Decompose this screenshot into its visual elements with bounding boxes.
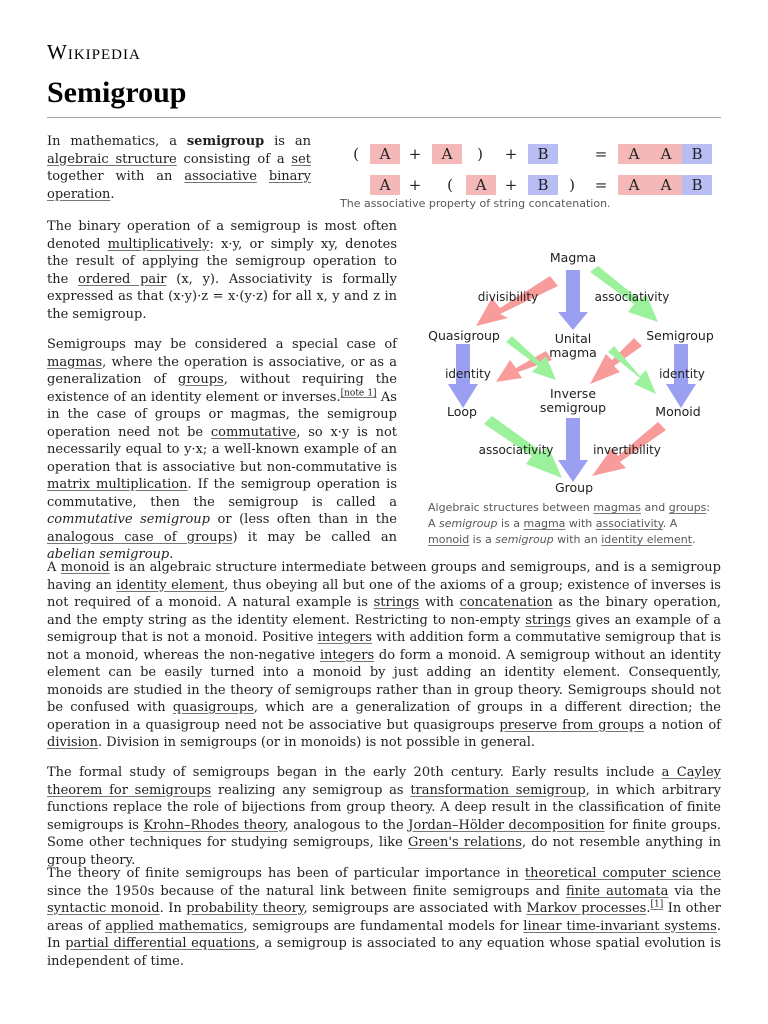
algebraic-structures-diagram <box>420 248 720 498</box>
link-associative[interactable]: associative <box>184 169 257 184</box>
string-a: A <box>618 144 650 164</box>
footnote-1[interactable]: [1] <box>650 899 664 910</box>
link-theoretical-computer-science[interactable]: theoretical computer science <box>524 866 721 881</box>
term-italic: commutative semigroup <box>47 512 210 527</box>
text: , thus obeying all but one of the axioms of a group; existence of inverses is not required of a monoid. A natural example is <box>47 577 721 610</box>
text: via the <box>668 883 721 899</box>
link-concatenation[interactable]: concatenation <box>459 595 553 610</box>
link-syntactic-monoid[interactable]: syntactic monoid <box>47 901 160 916</box>
text: gives an example of a semigroup that is not a monoid. Positive <box>47 612 721 645</box>
text: together with an <box>47 169 185 184</box>
text: , semigroups are fundamental models for <box>243 918 524 934</box>
link-cayley-theorem[interactable]: a Cayley theorem for semigroups <box>47 765 721 798</box>
link-groups[interactable]: groups <box>668 501 707 514</box>
footnote-note-1[interactable]: [note 1] <box>340 388 377 399</box>
text: , which are a generalization of groups in a different direction; the operation in a quasigroup need not be associative but quasigroups <box>47 700 721 733</box>
text: The formal study of semigroups began in the early 20th century. Early results include <box>47 765 662 780</box>
node-inverse-semigroup: semigroup <box>539 400 607 415</box>
string-a: A <box>650 144 682 164</box>
node-quasigroup: Quasigroup <box>428 328 500 343</box>
text: , analogous to the <box>284 817 409 833</box>
concatenation-caption: The associative property of string concatenation. <box>340 197 611 210</box>
text: is an <box>264 134 311 149</box>
edge-associativity: associativity <box>594 290 670 304</box>
text: , a semigroup is associated to any equation whose spatial evolution is independent of time. <box>47 936 722 969</box>
string-b: B <box>682 175 712 195</box>
paren: ( <box>353 145 359 163</box>
link-matrix-multiplication[interactable]: matrix multiplication <box>47 477 188 492</box>
link-monoid[interactable]: monoid <box>60 560 110 575</box>
text: as the binary operation, and the empty string as the identity element. Restricting to non-empty <box>47 595 721 628</box>
term-italic: abelian semigroup <box>47 547 170 562</box>
text: The theory of finite semigroups has been of particular importance in <box>47 866 525 881</box>
text: As in the case of groups or magmas, the semigroup operation need not be <box>47 389 397 440</box>
link-algebraic-structure[interactable]: algebraic structure <box>47 151 177 167</box>
link-identity-element[interactable]: identity element <box>116 577 225 593</box>
edge-identity: identity <box>445 367 491 381</box>
plus: + <box>408 176 422 194</box>
text: a notion of <box>644 717 721 733</box>
text: In mathematics, a <box>47 134 187 149</box>
diagram-caption <box>428 500 720 548</box>
link-identity-element[interactable]: identity element <box>601 533 693 546</box>
link-monoid[interactable]: monoid <box>428 533 470 546</box>
text: . <box>110 186 115 202</box>
string-a: A <box>618 175 650 195</box>
text: : x·y, or simply xy, denotes the result of applying the semigroup operation to the <box>47 236 397 287</box>
link-krohn-rhodes[interactable]: Krohn–Rhodes theory <box>143 817 285 833</box>
term-italic: semigroup <box>495 533 554 546</box>
link-transformation-semigroup[interactable]: transformation semigroup <box>410 782 586 798</box>
link-pde[interactable]: partial differential equations <box>65 936 256 951</box>
inverse-down-arrow <box>558 418 588 482</box>
concat-row-1 <box>336 144 720 166</box>
text: is a <box>497 517 524 530</box>
string-a: A <box>466 175 496 195</box>
edge-identity: identity <box>659 367 705 381</box>
text: realizing any semigroup as <box>211 782 411 798</box>
node-group: Group <box>554 480 594 495</box>
paragraph-binary-operation <box>47 218 397 323</box>
wikipedia-logo[interactable]: Wikipedia <box>47 40 141 64</box>
intro-paragraph <box>47 133 311 203</box>
string-b: B <box>528 144 558 164</box>
plus: + <box>408 145 422 163</box>
paren: ( <box>447 176 453 194</box>
link-markov-processes[interactable]: Markov processes <box>526 901 647 916</box>
text <box>257 169 269 184</box>
text: The binary operation of a semigroup is most often denoted <box>47 219 397 252</box>
link-division[interactable]: division <box>47 735 99 750</box>
text: . A <box>662 517 678 530</box>
text: . <box>169 547 174 562</box>
text: . If the semigroup operation is commutative, then the semigroup is called a <box>47 477 397 510</box>
text: ) it may be called an <box>232 529 397 545</box>
page-title: Semigroup <box>47 76 187 109</box>
text: , do not resemble anything in group theory. <box>47 835 721 868</box>
text: do form a monoid. A semigroup without an identity element can be easily turned into a monoid by just adding an identity element. Consequently, monoids are studied in the theory of semigroups rather than in group theory. Semigroups should not be confused with <box>47 647 721 715</box>
node-magma: Magma <box>549 250 597 265</box>
node-loop: Loop <box>447 404 477 419</box>
node-inverse-semigroup: Inverse <box>549 386 597 401</box>
text: , semigroups are associated with <box>303 901 527 916</box>
string-b: B <box>528 175 558 195</box>
node-unital-magma: magma <box>549 345 597 360</box>
concat-row-2 <box>336 175 720 197</box>
link-probability-theory[interactable]: probability theory <box>186 901 304 916</box>
string-b: B <box>682 144 712 164</box>
link-greens-relations[interactable]: Green's relations <box>408 835 522 850</box>
paragraph-finite-semigroups: The theory of finite semigroups has been of particular importance in theoretical computer science since the 1950s because of the natural link between finite semigroups and finite automata via the syntactic monoid. In probability theory, semigroups are associated with Markov processes.[1] In other areas of applied mathematics, semigroups are fundamental models for linear time-invariant systems. In partial differential equations, a semigroup is associated to any equation whose spatial evolution is independent of time. <box>47 866 722 969</box>
string-a: A <box>432 144 462 164</box>
paragraph-formal-study <box>47 764 721 869</box>
text: with addition form a commutative semigroup that is not a monoid, whereas the non-negative <box>47 630 722 663</box>
text: is an algebraic structure intermediate between groups and semigroups, and is a semigroup having an <box>47 560 722 593</box>
link-strings[interactable]: strings <box>373 595 420 610</box>
text: is a <box>469 533 496 546</box>
text: : A <box>428 501 711 530</box>
magma-down-arrow <box>558 270 588 330</box>
edge-invertibility: invertibility <box>593 443 661 457</box>
term-bold: semigroup <box>186 134 265 149</box>
equals: = <box>594 145 608 163</box>
string-a: A <box>370 144 400 164</box>
link-applied-mathematics[interactable]: applied mathematics <box>105 918 244 934</box>
link-commutative[interactable]: commutative <box>210 424 297 440</box>
link-magma[interactable]: magma <box>523 517 566 530</box>
text: for finite groups. Some other techniques for studying semigroups, like <box>47 817 722 850</box>
link-magmas[interactable]: magmas <box>47 354 103 370</box>
text: since the 1950s because of the natural link between finite semigroups and <box>47 883 566 899</box>
link-associativity[interactable]: associativity <box>595 517 663 530</box>
node-monoid: Monoid <box>655 404 701 419</box>
plus: + <box>504 176 518 194</box>
string-a: A <box>650 175 682 195</box>
paren: ) <box>569 176 575 194</box>
text: or (less often than in the <box>209 512 397 527</box>
text: with an <box>553 533 602 546</box>
text: Algebraic structures between <box>428 501 594 514</box>
node-unital-magma: Unital <box>554 331 592 346</box>
link-preserve-from-groups[interactable]: preserve from groups <box>499 717 644 733</box>
link-binary-operation[interactable]: binary operation <box>47 169 311 202</box>
link-jordan-holder[interactable]: Jordan–Hölder decomposition <box>408 817 605 833</box>
string-a: A <box>370 175 400 195</box>
link-groups[interactable]: groups <box>178 372 224 387</box>
text: . <box>692 533 696 546</box>
link-quasigroups[interactable]: quasigroups <box>172 700 254 715</box>
text: and <box>641 501 669 514</box>
link-multiplicatively[interactable]: multiplicatively <box>107 236 210 252</box>
text: consisting of a <box>176 151 292 167</box>
link-lti-systems[interactable]: linear time-invariant systems <box>523 918 717 934</box>
link-integers[interactable]: integers <box>317 630 373 645</box>
text: . In <box>47 918 721 951</box>
text: , so x·y is not necessarily equal to y·x; a well-known example of an operation that is associative but non-commutative is <box>47 424 397 475</box>
link-magmas[interactable]: magmas <box>593 501 642 514</box>
paragraph-special-case <box>47 336 397 564</box>
text: Semigroups may be considered a special case of <box>47 337 397 352</box>
link-analogous-case[interactable]: analogous case of groups <box>47 529 233 545</box>
title-divider <box>47 117 721 118</box>
red-arrow <box>590 338 642 384</box>
text: , where the operation is associative, or as a generalization of <box>47 354 397 387</box>
link-integers[interactable]: integers <box>319 647 375 663</box>
text: with <box>419 595 460 610</box>
text: with <box>565 517 596 530</box>
edge-divisibility: divisibility <box>477 290 539 304</box>
edge-associativity: associativity <box>478 443 554 457</box>
text: , in which arbitrary functions replace the role of bijections from group theory. A deep result in the classification of finite semigroups is <box>47 782 722 833</box>
text: . In <box>159 901 187 916</box>
link-set[interactable]: set <box>291 151 311 167</box>
term-italic: semigroup <box>439 517 498 530</box>
link-finite-automata[interactable]: finite automata <box>566 883 669 899</box>
text: A <box>47 560 61 575</box>
plus: + <box>504 145 518 163</box>
paren: ) <box>477 145 483 163</box>
text: . Division in semigroups (or in monoids) is not possible in general. <box>98 735 535 750</box>
text: (x, y). Associativity is formally expressed as that (x·y)·z = x·(y·z) for all x, y and z in the semigroup. <box>47 271 397 322</box>
equals: = <box>594 176 608 194</box>
text: In other areas of <box>47 901 722 934</box>
link-ordered-pair[interactable]: ordered pair <box>78 271 167 287</box>
node-semigroup: Semigroup <box>646 328 714 343</box>
paragraph-monoid <box>47 559 721 752</box>
link-strings[interactable]: strings <box>525 612 571 628</box>
text: , without requiring the existence of an identity element or inverses. <box>47 372 398 405</box>
